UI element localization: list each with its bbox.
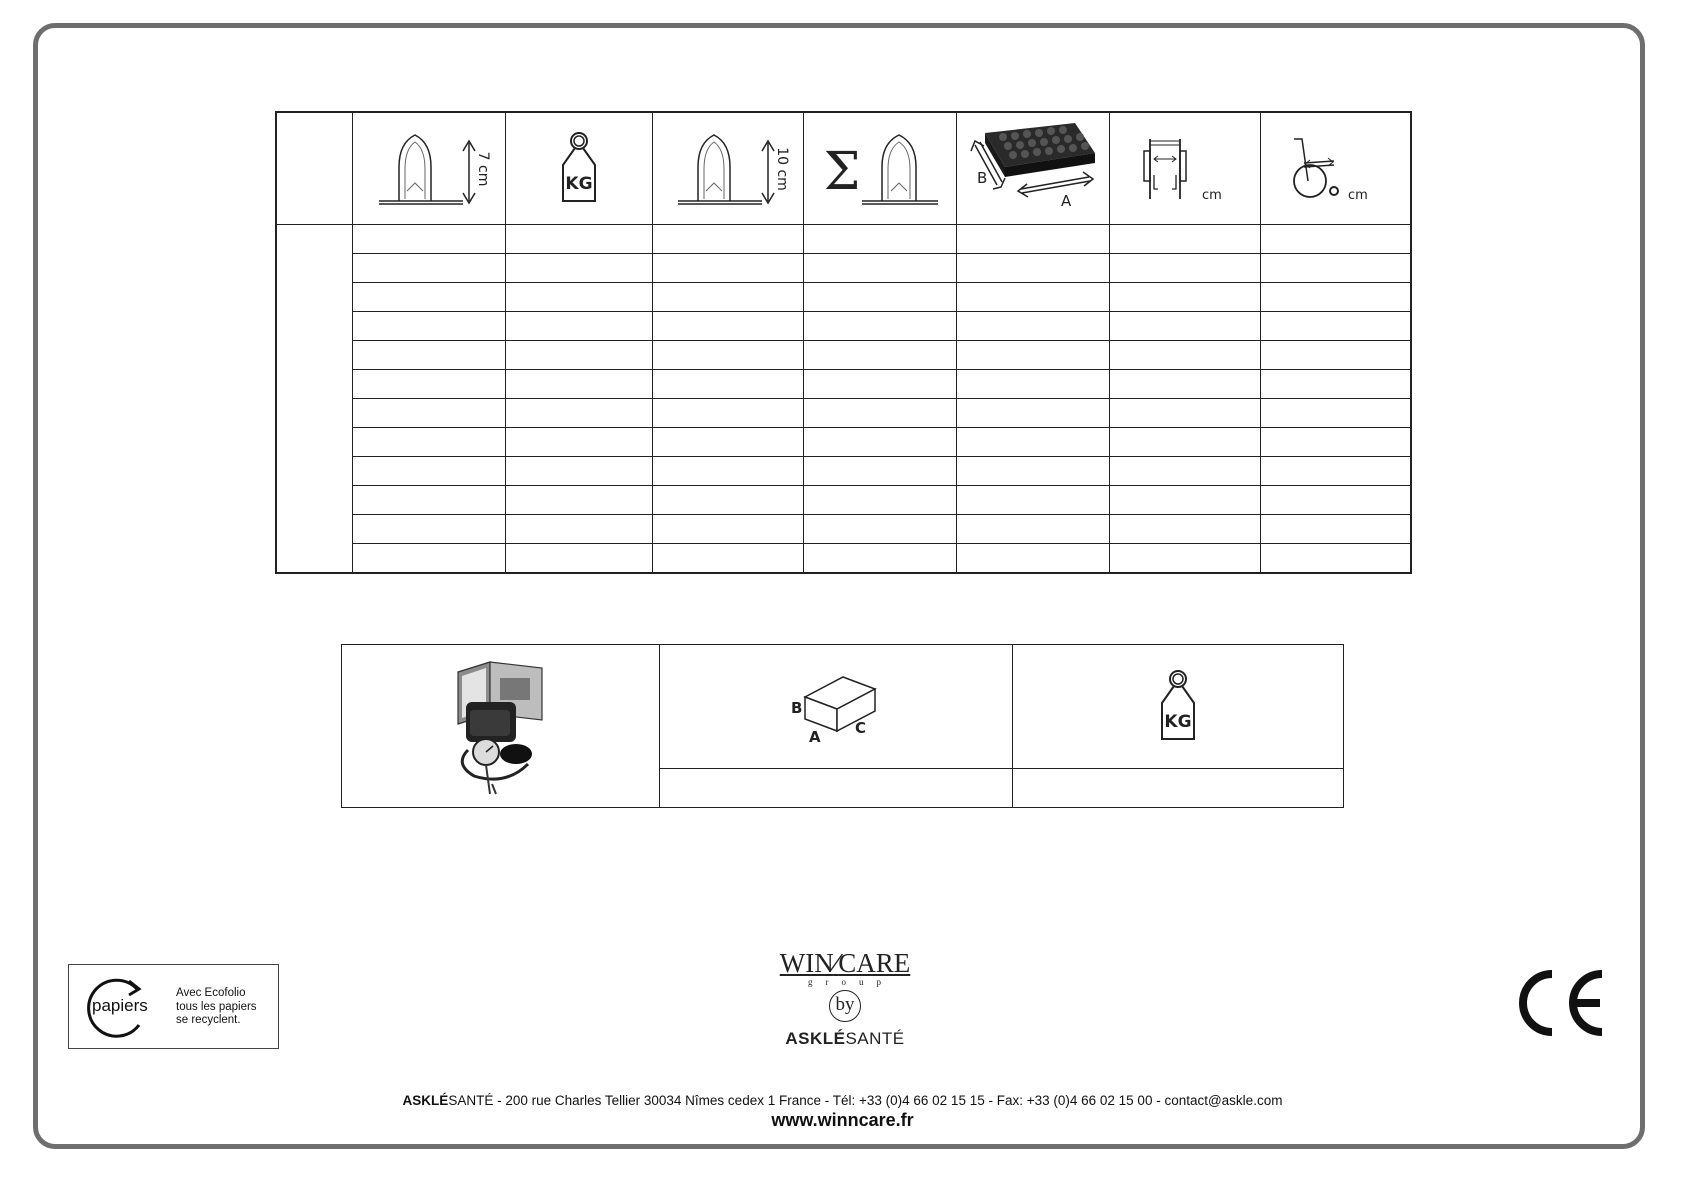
svg-text:KG: KG: [564, 173, 593, 194]
product-image-cell: [342, 645, 660, 808]
table-cell: [1109, 399, 1260, 428]
table-cell: [1109, 283, 1260, 312]
table-cell: [652, 370, 803, 399]
table-cell: [1260, 544, 1411, 574]
table-row: [276, 399, 1411, 428]
table-cell: [1260, 428, 1411, 457]
table-cell: [956, 254, 1109, 283]
table-cell: [352, 341, 505, 370]
table-cell: [1109, 254, 1260, 283]
header-seat-width: [1109, 112, 1260, 225]
table-cell: [956, 399, 1109, 428]
table-cell: [956, 283, 1109, 312]
table-cell: [652, 283, 803, 312]
table-cell: [652, 312, 803, 341]
table-cell: [803, 428, 956, 457]
dimensions-value-cell: [660, 769, 1013, 808]
wheelchair-seat-depth-icon: [1280, 129, 1390, 209]
svg-text:Σ: Σ: [823, 141, 860, 202]
svg-text:cm: cm: [1201, 187, 1222, 203]
table-cell: [352, 312, 505, 341]
weight-value-cell: [1013, 769, 1344, 808]
table-cell: [352, 370, 505, 399]
table-cell: [652, 544, 803, 574]
table-cell: [505, 225, 652, 254]
table-row: [276, 370, 1411, 399]
table-cell: [803, 457, 956, 486]
svg-text:B: B: [976, 168, 987, 187]
table-cell: [352, 457, 505, 486]
table-cell: [1109, 428, 1260, 457]
ce-mark-icon: [1514, 968, 1608, 1038]
row-label-cell: [276, 225, 352, 574]
table-cell: [803, 254, 956, 283]
table-cell: [956, 370, 1109, 399]
table-cell: [652, 341, 803, 370]
table-cell: [803, 341, 956, 370]
svg-text:7 cm: 7 cm: [474, 151, 491, 186]
svg-text:10 cm: 10 cm: [773, 146, 790, 191]
svg-text:A: A: [1060, 191, 1071, 210]
asklesante-logo: ASKLÉSANTÉ: [785, 1029, 905, 1048]
table-cell: [505, 370, 652, 399]
table-cell: [1260, 283, 1411, 312]
table-cell: [352, 283, 505, 312]
cushion-height-7cm-icon: [369, 129, 489, 209]
table-row: [276, 515, 1411, 544]
table-cell: [505, 312, 652, 341]
header-max-weight: [505, 112, 652, 225]
winncare-group-text: group: [808, 977, 894, 987]
by-badge: by: [829, 990, 861, 1022]
table-cell: [652, 254, 803, 283]
table-cell: [1109, 486, 1260, 515]
table-cell: [505, 283, 652, 312]
table-cell: [1260, 457, 1411, 486]
recycle-message: Avec Ecofolio tous les papiers se recyclent.: [176, 987, 257, 1026]
table-cell: [1260, 370, 1411, 399]
header-seat-depth: [1260, 112, 1411, 225]
table-row: [276, 457, 1411, 486]
table-cell: [1109, 341, 1260, 370]
table-cell: [803, 225, 956, 254]
svg-text:KG: KG: [1164, 711, 1192, 732]
weight-kg-icon: [1148, 667, 1208, 747]
table-cell: [652, 515, 803, 544]
svg-text:A: A: [809, 727, 821, 746]
dimensions-header-cell: [660, 645, 1013, 769]
table-cell: [352, 399, 505, 428]
table-cell: [1260, 225, 1411, 254]
table-cell: [505, 457, 652, 486]
table-cell: [1260, 515, 1411, 544]
website-link[interactable]: www.winncare.fr: [771, 1110, 914, 1130]
table-cell: [505, 399, 652, 428]
table-cell: [505, 486, 652, 515]
table-cell: [352, 254, 505, 283]
header-blank: [276, 112, 352, 225]
winncare-wordmark: WIN⁄CARE: [779, 948, 911, 978]
cushion-dimensions-ab-icon: [963, 119, 1103, 219]
company-address: ASKLÉSANTÉ - 200 rue Charles Tellier 30034 Nîmes cedex 1 France - Tél: +33 (0)4 66 02 15 15 - Fax: +33 (0)4 66 02 15 00 - contact@askle.com: [402, 1093, 1283, 1108]
table-row: [276, 283, 1411, 312]
table-cell: [505, 341, 652, 370]
table-cell: [652, 428, 803, 457]
table-cell: [652, 399, 803, 428]
table-cell: [1260, 312, 1411, 341]
table-cell: [956, 312, 1109, 341]
table-row: [276, 225, 1411, 254]
specs-table: [275, 111, 1412, 574]
table-cell: [956, 486, 1109, 515]
table-cell: [505, 544, 652, 574]
table-cell: [956, 457, 1109, 486]
header-height-7cm: [352, 112, 505, 225]
table-row: [276, 486, 1411, 515]
header-height-10cm: [652, 112, 803, 225]
box-dimensions-icon: [781, 667, 891, 747]
table-cell: [505, 254, 652, 283]
table-cell: [956, 225, 1109, 254]
table-cell: [956, 515, 1109, 544]
table-row: [276, 254, 1411, 283]
recycle-word: papiers: [92, 996, 148, 1015]
table-cell: [1260, 399, 1411, 428]
table-cell: [352, 225, 505, 254]
header-cushion-dimensions: [956, 112, 1109, 225]
table-cell: [803, 370, 956, 399]
table-cell: [956, 341, 1109, 370]
table-cell: [1260, 254, 1411, 283]
table-cell: [1109, 515, 1260, 544]
weight-header-cell: [1013, 645, 1344, 769]
table-row: [276, 312, 1411, 341]
table-cell: [1109, 225, 1260, 254]
ecofolio-recycle-badge: [68, 964, 279, 1049]
table-cell: [803, 515, 956, 544]
table-cell: [803, 486, 956, 515]
table-cell: [652, 225, 803, 254]
table-cell: [505, 428, 652, 457]
table-cell: [803, 399, 956, 428]
table-cell: [1260, 341, 1411, 370]
table-cell: [352, 544, 505, 574]
winncare-logo: [760, 950, 930, 1060]
table-cell: [1260, 486, 1411, 515]
blood-pressure-kit-image: [446, 654, 556, 799]
cushion-height-10cm-icon: [668, 129, 788, 209]
table-cell: [803, 312, 956, 341]
table-cell: [803, 283, 956, 312]
total-height-sum-icon: [820, 129, 940, 209]
max-weight-kg-icon: [549, 129, 609, 209]
table-cell: [1109, 370, 1260, 399]
table-cell: [1109, 544, 1260, 574]
table-cell: [1109, 312, 1260, 341]
table-cell: [803, 544, 956, 574]
specs-header-row: [276, 112, 1411, 225]
table-cell: [352, 515, 505, 544]
table-cell: [1109, 457, 1260, 486]
table-cell: [956, 544, 1109, 574]
svg-text:C: C: [855, 718, 867, 737]
table-row: [276, 341, 1411, 370]
table-cell: [956, 428, 1109, 457]
table-cell: [505, 515, 652, 544]
table-cell: [652, 486, 803, 515]
table-cell: [352, 428, 505, 457]
header-total-height: [803, 112, 956, 225]
table-cell: [352, 486, 505, 515]
svg-text:B: B: [791, 698, 803, 717]
table-row: [276, 544, 1411, 574]
packaging-table: [341, 644, 1344, 808]
table-cell: [652, 457, 803, 486]
svg-text:cm: cm: [1348, 187, 1369, 203]
wheelchair-seat-width-icon: [1130, 129, 1240, 209]
table-row: [276, 428, 1411, 457]
